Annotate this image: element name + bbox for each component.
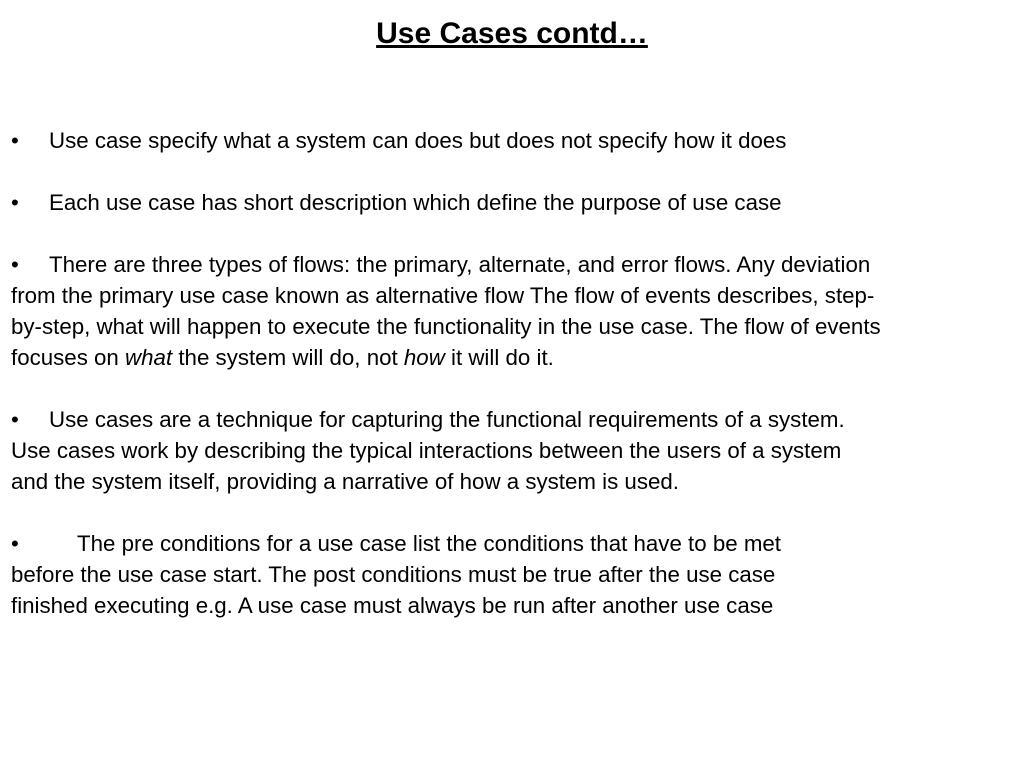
bullet-3-text-4a: focuses on [11, 345, 126, 370]
bullet-item-2 [11, 187, 1021, 218]
bullet-2-text-1: Each use case has short description which define the purpose of use case [49, 190, 782, 215]
bullet-marker: • [11, 252, 19, 277]
bullet-5-line-2: before the use case start. The post conditions must be true after the use case [11, 562, 776, 587]
bullet-2-line-1 [11, 187, 1021, 218]
bullet-item-4 [11, 404, 1021, 497]
bullet-3-text-4b: the system will do, not [172, 345, 404, 370]
emphasis-what: what [125, 345, 173, 370]
bullet-4-line-1 [11, 404, 1021, 435]
bullet-item-5 [11, 528, 1021, 621]
bullet-4-line-3: and the system itself, providing a narrative of how a system is used. [11, 469, 679, 494]
bullet-3-line-2: from the primary use case known as alternative flow The flow of events describes, step- [11, 283, 875, 308]
bullet-item-3 [11, 249, 1021, 373]
bullet-3-text-4c: it will do it. [444, 345, 554, 370]
slide-body [11, 125, 1021, 652]
bullet-marker: • [11, 407, 19, 432]
bullet-marker: • [11, 190, 19, 215]
bullet-3-line-3: by-step, what will happen to execute the functionality in the use case. The flow of events [11, 314, 881, 339]
bullet-marker: • [11, 531, 19, 556]
bullet-5-text-1: The pre conditions for a use case list the conditions that have to be met [77, 531, 781, 556]
bullet-marker: • [11, 128, 19, 153]
bullet-4-text-1: Use cases are a technique for capturing the functional requirements of a system. [49, 407, 845, 432]
bullet-1-line-1 [11, 125, 1021, 156]
emphasis-how: how [403, 345, 445, 370]
bullet-3-line-4 [11, 342, 1021, 373]
bullet-3-text-1: There are three types of flows: the primary, alternate, and error flows. Any deviation [49, 252, 871, 277]
slide-title: Use Cases contd… [376, 17, 648, 50]
bullet-1-text-1: Use case specify what a system can does but does not specify how it does [49, 128, 787, 153]
bullet-item-1 [11, 125, 1021, 156]
bullet-5-line-1 [11, 528, 1021, 559]
bullet-4-line-2: Use cases work by describing the typical interactions between the users of a system [11, 438, 842, 463]
bullet-3-line-1 [11, 249, 1021, 280]
bullet-5-line-3: finished executing e.g. A use case must always be run after another use case [11, 593, 774, 618]
